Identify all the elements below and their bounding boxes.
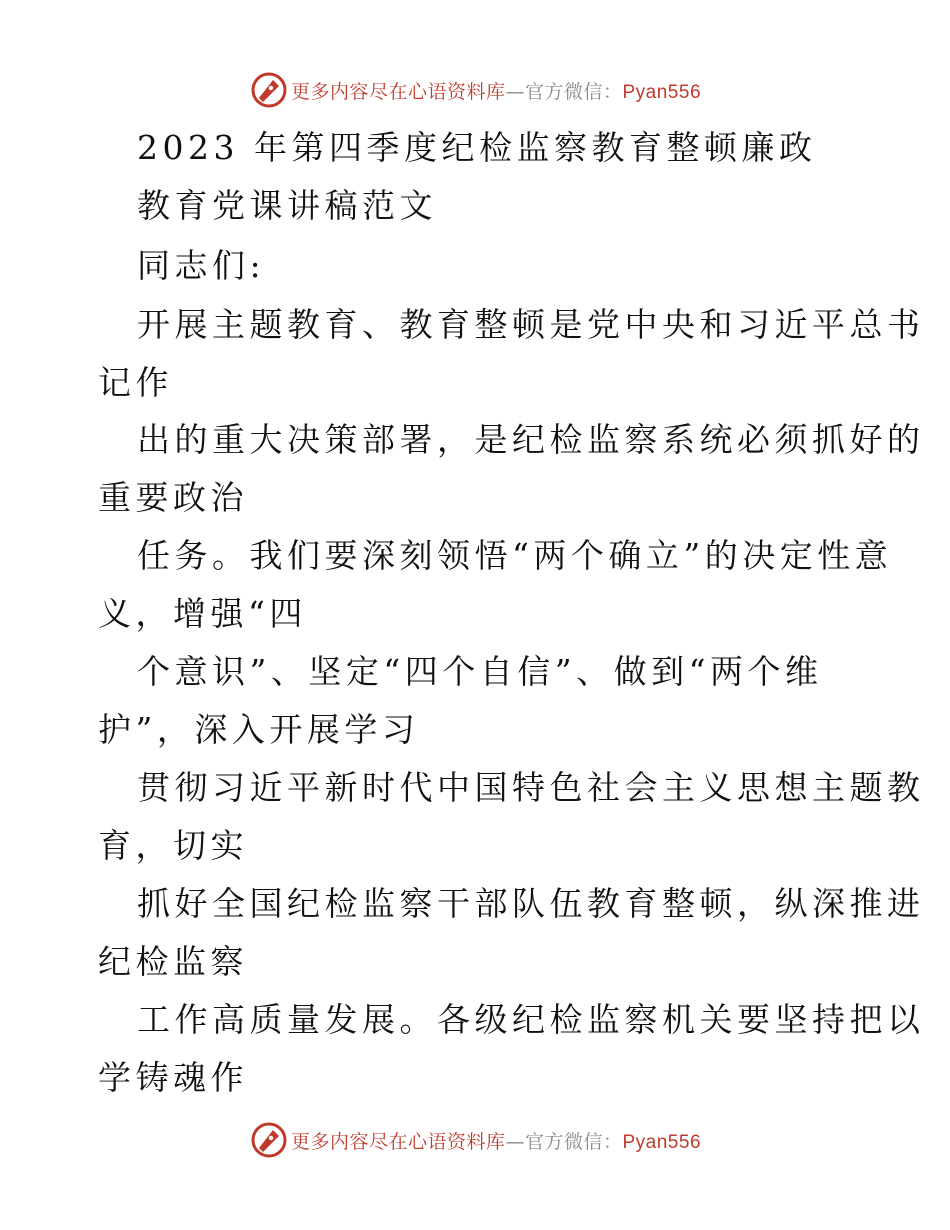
- body-line: 学铸魂作: [98, 1058, 248, 1097]
- body-line: 贯彻习近平新时代中国特色社会主义思想主题教: [137, 768, 925, 807]
- watermark-separator: —官方微信：: [505, 1130, 623, 1153]
- watermark-id: Pyan556: [622, 81, 702, 103]
- body-line: 出的重大决策部署，是纪检监察系统必须抓好的: [137, 420, 925, 459]
- header-watermark: [0, 68, 950, 112]
- document-title-line-2: 教育党课讲稿范文: [137, 186, 437, 225]
- body-line: 任务。我们要深刻领悟“两个确立”的决定性意: [137, 536, 893, 575]
- pen-nib-logo-icon: [249, 70, 289, 110]
- footer-watermark: [0, 1118, 950, 1162]
- body-line: 个意识”、坚定“四个自信”、做到“两个维: [137, 652, 823, 691]
- watermark-main: 更多内容尽在心语资料库: [290, 1130, 506, 1153]
- watermark-separator: —官方微信：: [505, 80, 623, 103]
- body-line: 育，切实: [98, 826, 248, 865]
- body-line: 开展主题教育、教育整顿是党中央和习近平总书: [137, 305, 925, 344]
- watermark-id: Pyan556: [622, 1131, 702, 1153]
- body-line: 护”，深入开展学习: [98, 710, 420, 749]
- watermark-text: [291, 77, 701, 104]
- body-line: 义，增强“四: [98, 594, 307, 633]
- body-line: 纪检监察: [98, 942, 248, 981]
- watermark-text: [291, 1127, 701, 1154]
- body-line: 记作: [98, 363, 173, 402]
- body-line: 抓好全国纪检监察干部队伍教育整顿，纵深推进: [137, 884, 925, 923]
- pen-nib-logo-icon: [249, 1120, 289, 1160]
- greeting: 同志们:: [137, 246, 266, 285]
- body-line: 重要政治: [98, 478, 248, 517]
- document-title-line-1: 2023 年第四季度纪检监察教育整顿廉政: [137, 128, 817, 167]
- watermark-main: 更多内容尽在心语资料库: [290, 80, 506, 103]
- body-line: 工作高质量发展。各级纪检监察机关要坚持把以: [137, 1000, 925, 1039]
